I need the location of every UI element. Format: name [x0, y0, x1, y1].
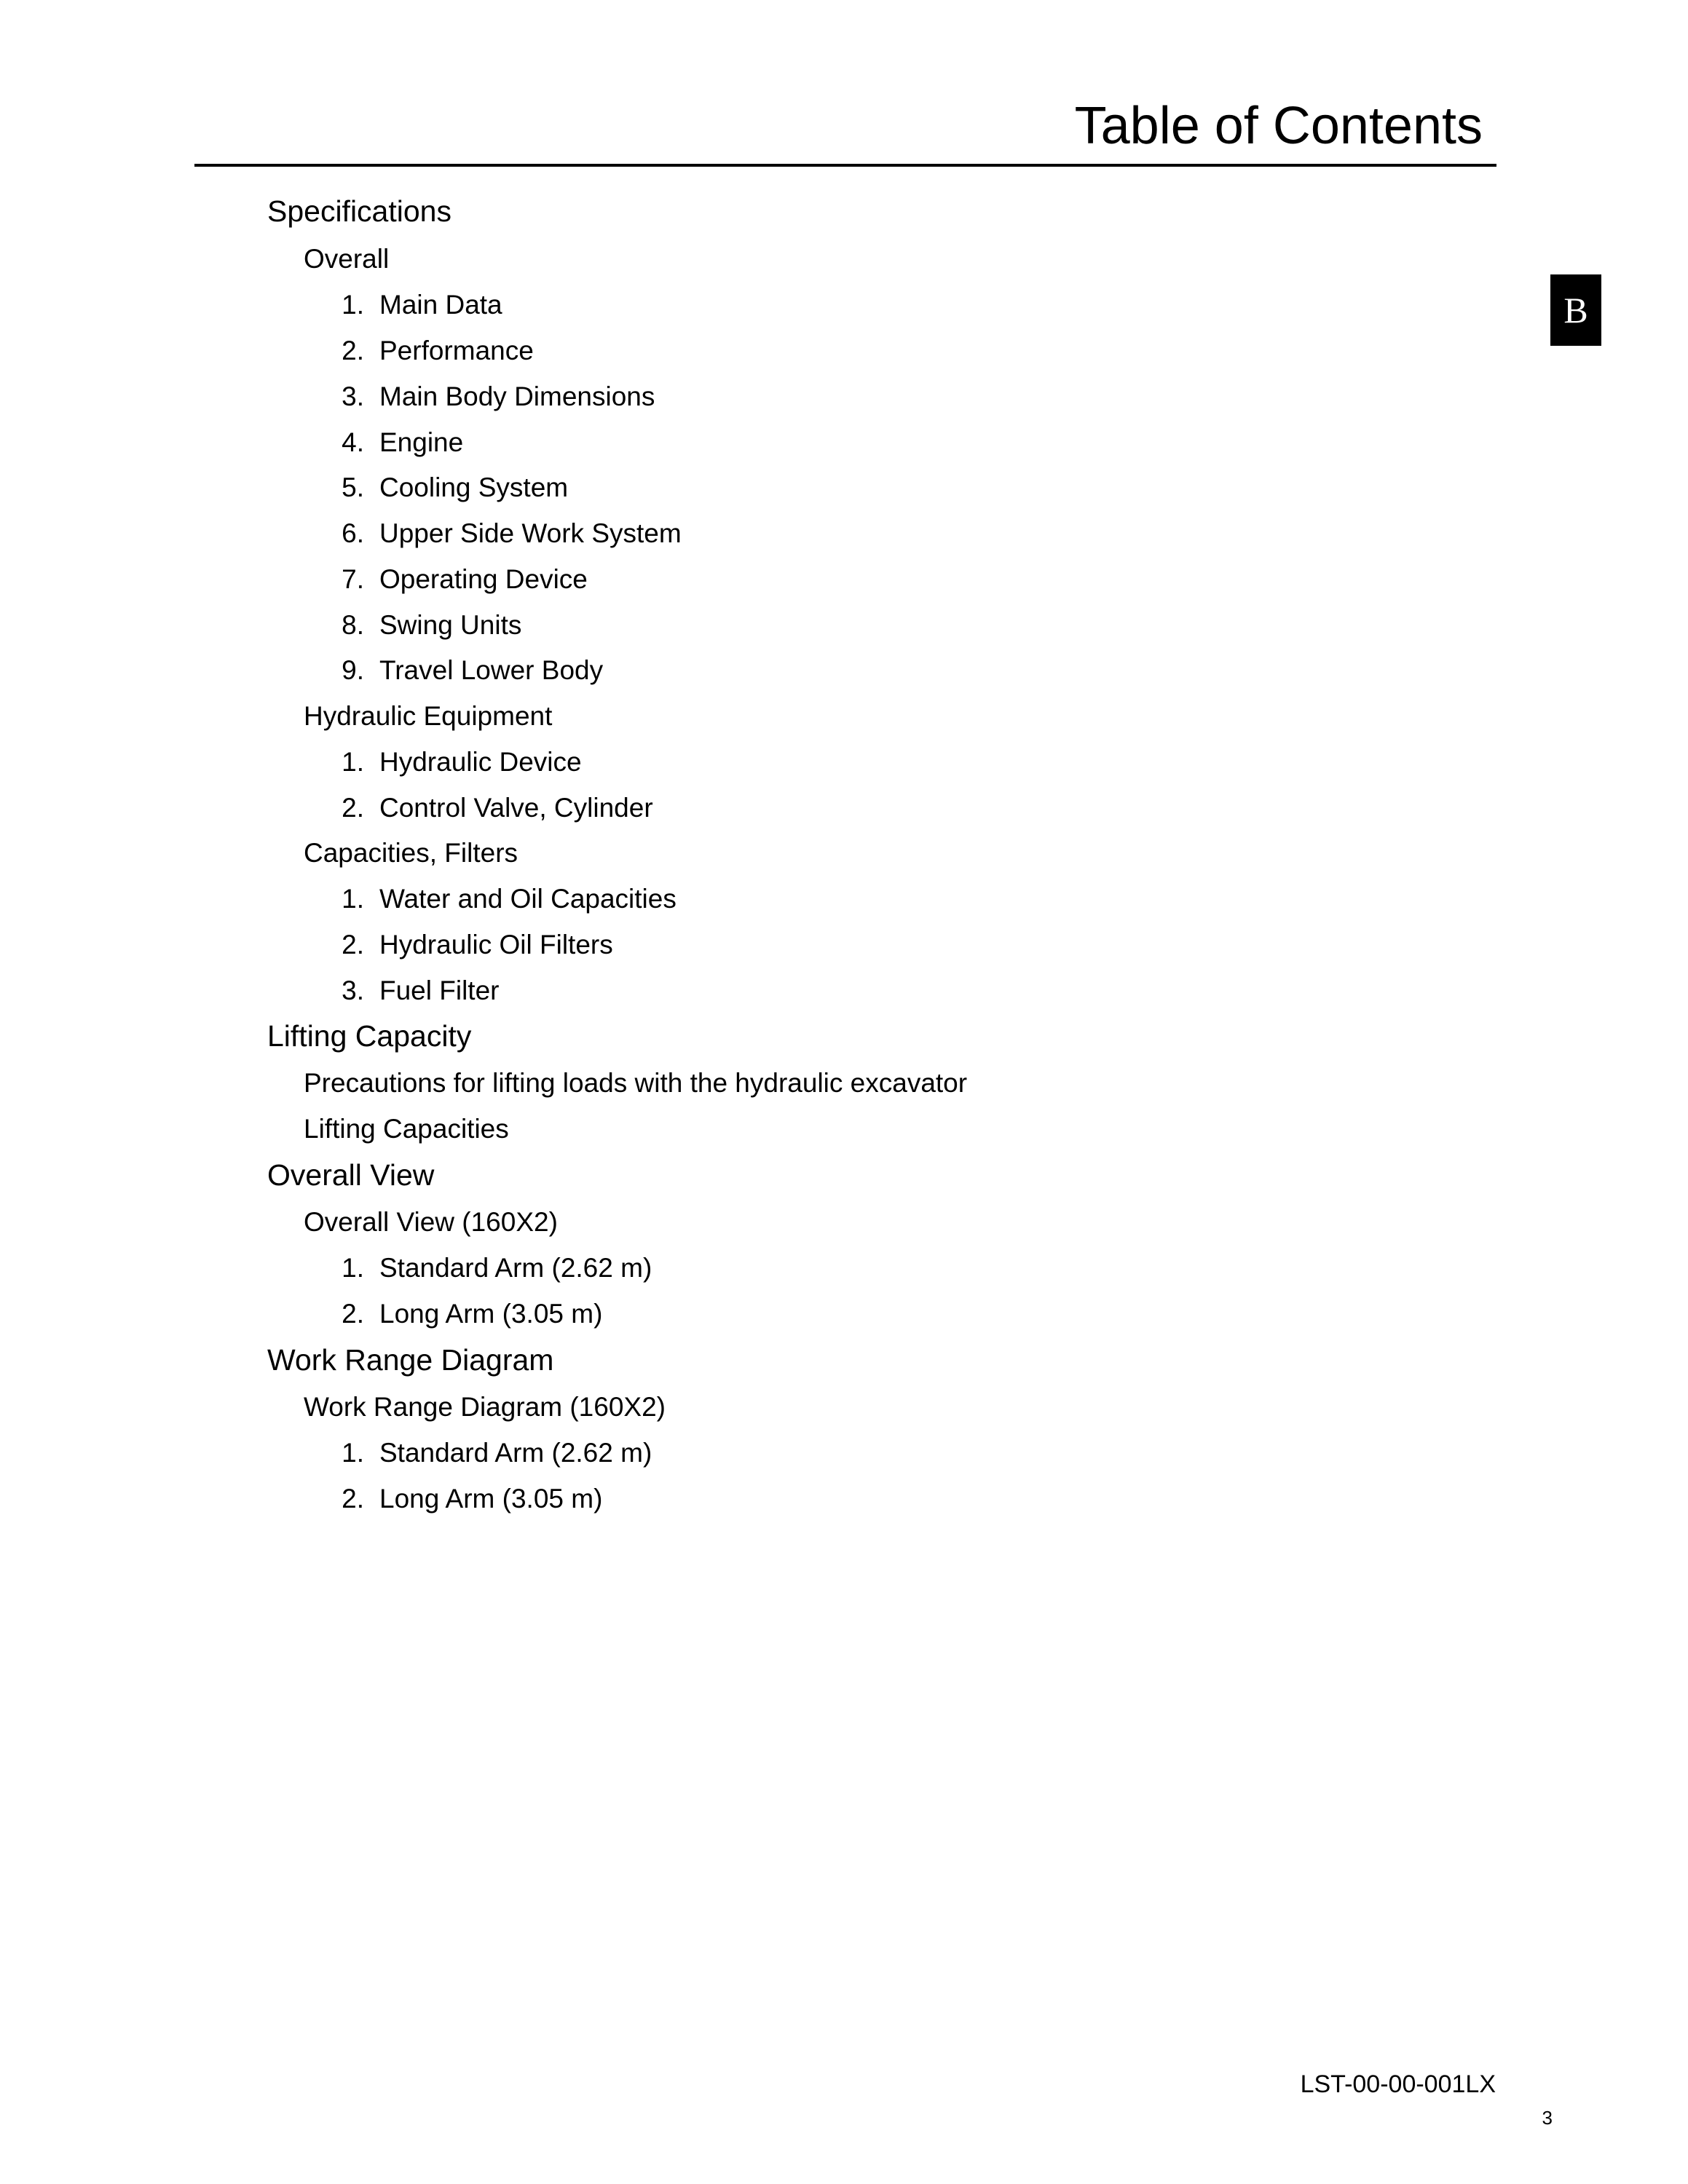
toc-section-overall-view[interactable]: Overall View [267, 1158, 435, 1192]
toc-item[interactable] [336, 563, 992, 596]
toc-item-label: Long Arm (3.05 m) [379, 1484, 603, 1514]
toc-item[interactable] [336, 746, 992, 778]
toc-item-number: 5. [342, 472, 364, 502]
page-title: Table of Contents [1074, 97, 1483, 155]
document-code: LST-00-00-001LX [1300, 2070, 1496, 2098]
toc-item-label: Long Arm (3.05 m) [379, 1299, 603, 1329]
toc-item-number: 9. [342, 655, 364, 685]
toc-item[interactable] [336, 883, 992, 915]
toc-item-label: Upper Side Work System [379, 518, 682, 548]
toc-item-label: Hydraulic Oil Filters [379, 930, 613, 960]
toc-item[interactable] [336, 518, 992, 550]
toc-item-number: 3. [342, 381, 364, 411]
toc-item-number: 2. [342, 930, 364, 960]
toc-subsection-capacities-filters[interactable]: Capacities, Filters [304, 838, 518, 868]
toc-item-number: 3. [342, 976, 364, 1005]
toc-item-label: Fuel Filter [379, 976, 500, 1005]
toc-subsection-overall-view-160x2[interactable]: Overall View (160X2) [304, 1207, 558, 1237]
toc-item-label: Standard Arm (2.62 m) [379, 1438, 652, 1468]
page-number: 3 [1542, 2107, 1553, 2129]
toc-item-label: Travel Lower Body [379, 655, 604, 685]
toc-item-number: 8. [342, 610, 364, 640]
toc-item-number: 2. [342, 1299, 364, 1329]
toc-item-label: Swing Units [379, 610, 522, 640]
toc-subsection-work-range-diagram-160x2[interactable]: Work Range Diagram (160X2) [304, 1392, 666, 1422]
toc-item-label: Control Valve, Cylinder [379, 793, 653, 823]
toc-item[interactable] [336, 1252, 992, 1284]
toc-item-number: 2. [342, 336, 364, 365]
toc-item[interactable] [336, 975, 992, 1007]
section-tab: B [1550, 274, 1601, 346]
toc-item-label: Standard Arm (2.62 m) [379, 1253, 652, 1283]
toc-item[interactable] [336, 929, 992, 961]
toc-item[interactable] [336, 289, 992, 321]
toc-item-number: 2. [342, 793, 364, 823]
toc-item[interactable] [336, 381, 992, 413]
toc-subsection-hydraulic-equipment[interactable]: Hydraulic Equipment [304, 701, 553, 731]
toc-item-label: Operating Device [379, 564, 588, 594]
toc-section-work-range-diagram[interactable]: Work Range Diagram [267, 1343, 554, 1377]
toc-item-number: 1. [342, 884, 364, 914]
toc-item[interactable] [336, 1298, 992, 1330]
toc-item[interactable] [336, 335, 992, 367]
toc-item-label: Main Body Dimensions [379, 381, 655, 411]
toc-item-label: Cooling System [379, 472, 569, 502]
toc-section-lifting-capacity[interactable]: Lifting Capacity [267, 1019, 472, 1053]
toc-subsection-overall[interactable]: Overall [304, 244, 390, 274]
toc-section-specifications[interactable]: Specifications [267, 194, 451, 228]
toc-item[interactable] [336, 1483, 992, 1515]
toc-item-number: 6. [342, 518, 364, 548]
toc-item-number: 2. [342, 1484, 364, 1514]
toc-item-label: Engine [379, 427, 464, 457]
toc-item-number: 1. [342, 1253, 364, 1283]
toc-item-label: Main Data [379, 290, 502, 320]
toc-item[interactable] [336, 654, 992, 687]
toc-item[interactable] [336, 609, 992, 641]
toc-item-label: Water and Oil Capacities [379, 884, 677, 914]
toc-item-number: 7. [342, 564, 364, 594]
toc-item-number: 1. [342, 747, 364, 777]
toc-subsection-lifting-capacities[interactable]: Lifting Capacities [304, 1114, 509, 1144]
toc-item-number: 1. [342, 290, 364, 320]
title-divider [194, 164, 1496, 167]
toc-item-number: 1. [342, 1438, 364, 1468]
toc-item[interactable] [336, 427, 992, 459]
toc-item[interactable] [336, 472, 992, 504]
toc-item[interactable] [336, 792, 992, 824]
toc-item-label: Hydraulic Device [379, 747, 582, 777]
toc-subsection-precautions[interactable]: Precautions for lifting loads with the hydraulic excavator [304, 1068, 968, 1098]
toc-item-number: 4. [342, 427, 364, 457]
toc-item[interactable] [336, 1437, 992, 1469]
toc-item-label: Performance [379, 336, 534, 365]
